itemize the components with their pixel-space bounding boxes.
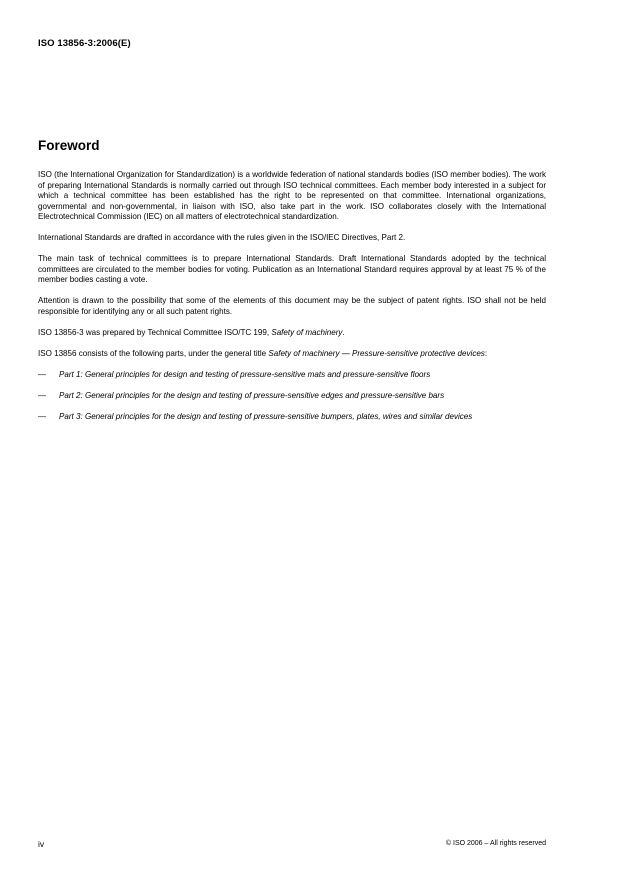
paragraph-prepared-by	[38, 328, 546, 339]
list-item	[38, 370, 546, 381]
general-title: Safety of machinery — Pressure-sensitive protective devices	[268, 348, 485, 358]
part-2-text: Part 2: General principles for the design and testing of pressure-sensitive edges and pressure-sensitive bars	[59, 390, 445, 400]
committee-title: Safety of machinery	[271, 327, 343, 337]
list-item	[38, 412, 546, 423]
paragraph-parts-intro	[38, 349, 546, 360]
page-number: iv	[38, 839, 45, 849]
paragraph-iso-intro: ISO (the International Organization for Standardization) is a worldwide federation of national standards bodies (ISO member bodies). The work of preparing International Standards is normally carried out through ISO technical committees. Each member body interested in a subject for which a technical committee has been established has the right to be represented on that committee. International organizations, governmental and non-governmental, in liaison with ISO, also take part in the work. ISO collaborates closely with the International Electrotechnical Commission (IEC) on all matters of electrotechnical standardization.	[38, 170, 546, 221]
parts-intro-text: ISO 13856 consists of the following parts, under the general title	[38, 348, 269, 358]
document-id: ISO 13856-3:2006(E)	[38, 38, 131, 49]
dash-bullet: —	[38, 369, 47, 379]
part-3-text: Part 3: General principles for the design and testing of pressure-sensitive bumpers, plates, wires and similar devices	[59, 411, 473, 421]
prepared-by-text: ISO 13856-3 was prepared by Technical Committee ISO/TC 199,	[38, 327, 272, 337]
paragraph-drafting-rules: International Standards are drafted in accordance with the rules given in the ISO/IEC Directives, Part 2.	[38, 233, 406, 242]
part-1-text: Part 1: General principles for design and testing of pressure-sensitive mats and pressure-sensitive floors	[59, 369, 431, 379]
section-title: Foreword	[38, 138, 100, 153]
list-item	[38, 391, 546, 402]
parts-intro-end: :	[484, 348, 488, 358]
paragraph-patent-rights: Attention is drawn to the possibility that some of the elements of this document may be the subject of patent rights. ISO shall not be held responsible for identifying any or all such patent rights.	[38, 296, 546, 316]
dash-bullet: —	[38, 411, 47, 421]
prepared-by-end: .	[342, 327, 345, 337]
paragraph-committee-task: The main task of technical committees is to prepare International Standards. Draft International Standards adopted by the technical committees are circulated to the member bodies for voting. Publication as an International Standard requires approval by at least 75 % of the member bodies casting a vote.	[38, 254, 546, 284]
dash-bullet: —	[38, 390, 47, 400]
foreword-body	[38, 170, 546, 433]
copyright-notice: © ISO 2006 – All rights reserved	[445, 840, 546, 847]
